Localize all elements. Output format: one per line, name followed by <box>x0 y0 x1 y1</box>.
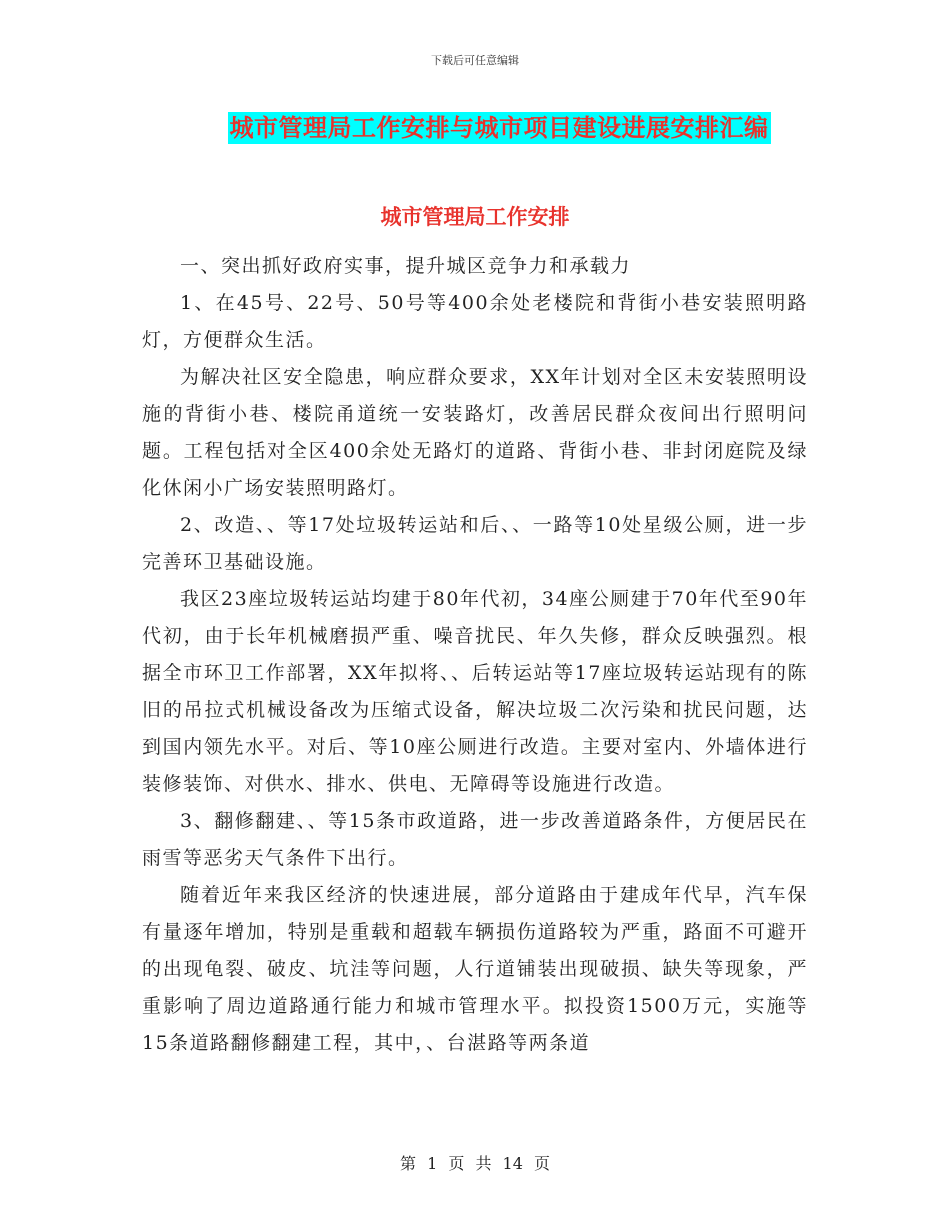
section-title: 城市管理局工作安排 <box>380 205 570 229</box>
title-container <box>0 112 950 144</box>
paragraph: 随着近年来我区经济的快速进展，部分道路由于建成年代早，汽车保有量逐年增加，特别是重载和超载车辆损伤道路较为严重，路面不可避开的出现龟裂、破皮、坑洼等问题，人行道铺装出现破损、缺失等现象，严重影响了周边道路通行能力和城市管理水平。拟投资1500万元，实施等15条道路翻修翻建工程，其中，、台湛路等两条道 <box>142 884 808 1054</box>
paragraph-item-2: 2、改造、、等17处垃圾转运站和后、、一路等10处星级公厕，进一步完善环卫基础设施。 <box>142 514 808 573</box>
document-title: 城市管理局工作安排与城市项目建设进展安排汇编 <box>229 114 769 142</box>
paragraph-item-3: 3、翻修翻建、、等15条市政道路，进一步改善道路条件，方便居民在雨雪等恶劣天气条件下出行。 <box>142 810 808 869</box>
page-header-note: 下载后可任意编辑 <box>431 54 519 67</box>
paragraph-heading-1: 一、突出抓好政府实事，提升城区竞争力和承载力 <box>180 255 632 277</box>
paragraph-item-1: 1、在45号、22号、50号等400余处老楼院和背街小巷安装照明路灯，方便群众生活。 <box>142 292 808 351</box>
paragraph: 为解决社区安全隐患，响应群众要求，XX年计划对全区未安装照明设施的背街小巷、楼院甬道统一安装路灯，改善居民群众夜间出行照明问题。工程包括对全区400余处无路灯的道路、背街小巷、非封闭庭院及绿化休闲小广场安装照明路灯。 <box>142 366 808 499</box>
page-number: 第 1 页 共 14 页 <box>400 1154 550 1173</box>
document-body <box>142 248 808 1062</box>
paragraph: 我区23座垃圾转运站均建于80年代初，34座公厕建于70年代至90年代初，由于长年机械磨损严重、噪音扰民、年久失修，群众反映强烈。根据全市环卫工作部署，XX年拟将、、后转运站等17座垃圾转运站现有的陈旧的吊拉式机械设备改为压缩式设备，解决垃圾二次污染和扰民问题，达到国内领先水平。对后、等10座公厕进行改造。主要对室内、外墙体进行装修装饰、对供水、排水、供电、无障碍等设施进行改造。 <box>142 588 808 795</box>
